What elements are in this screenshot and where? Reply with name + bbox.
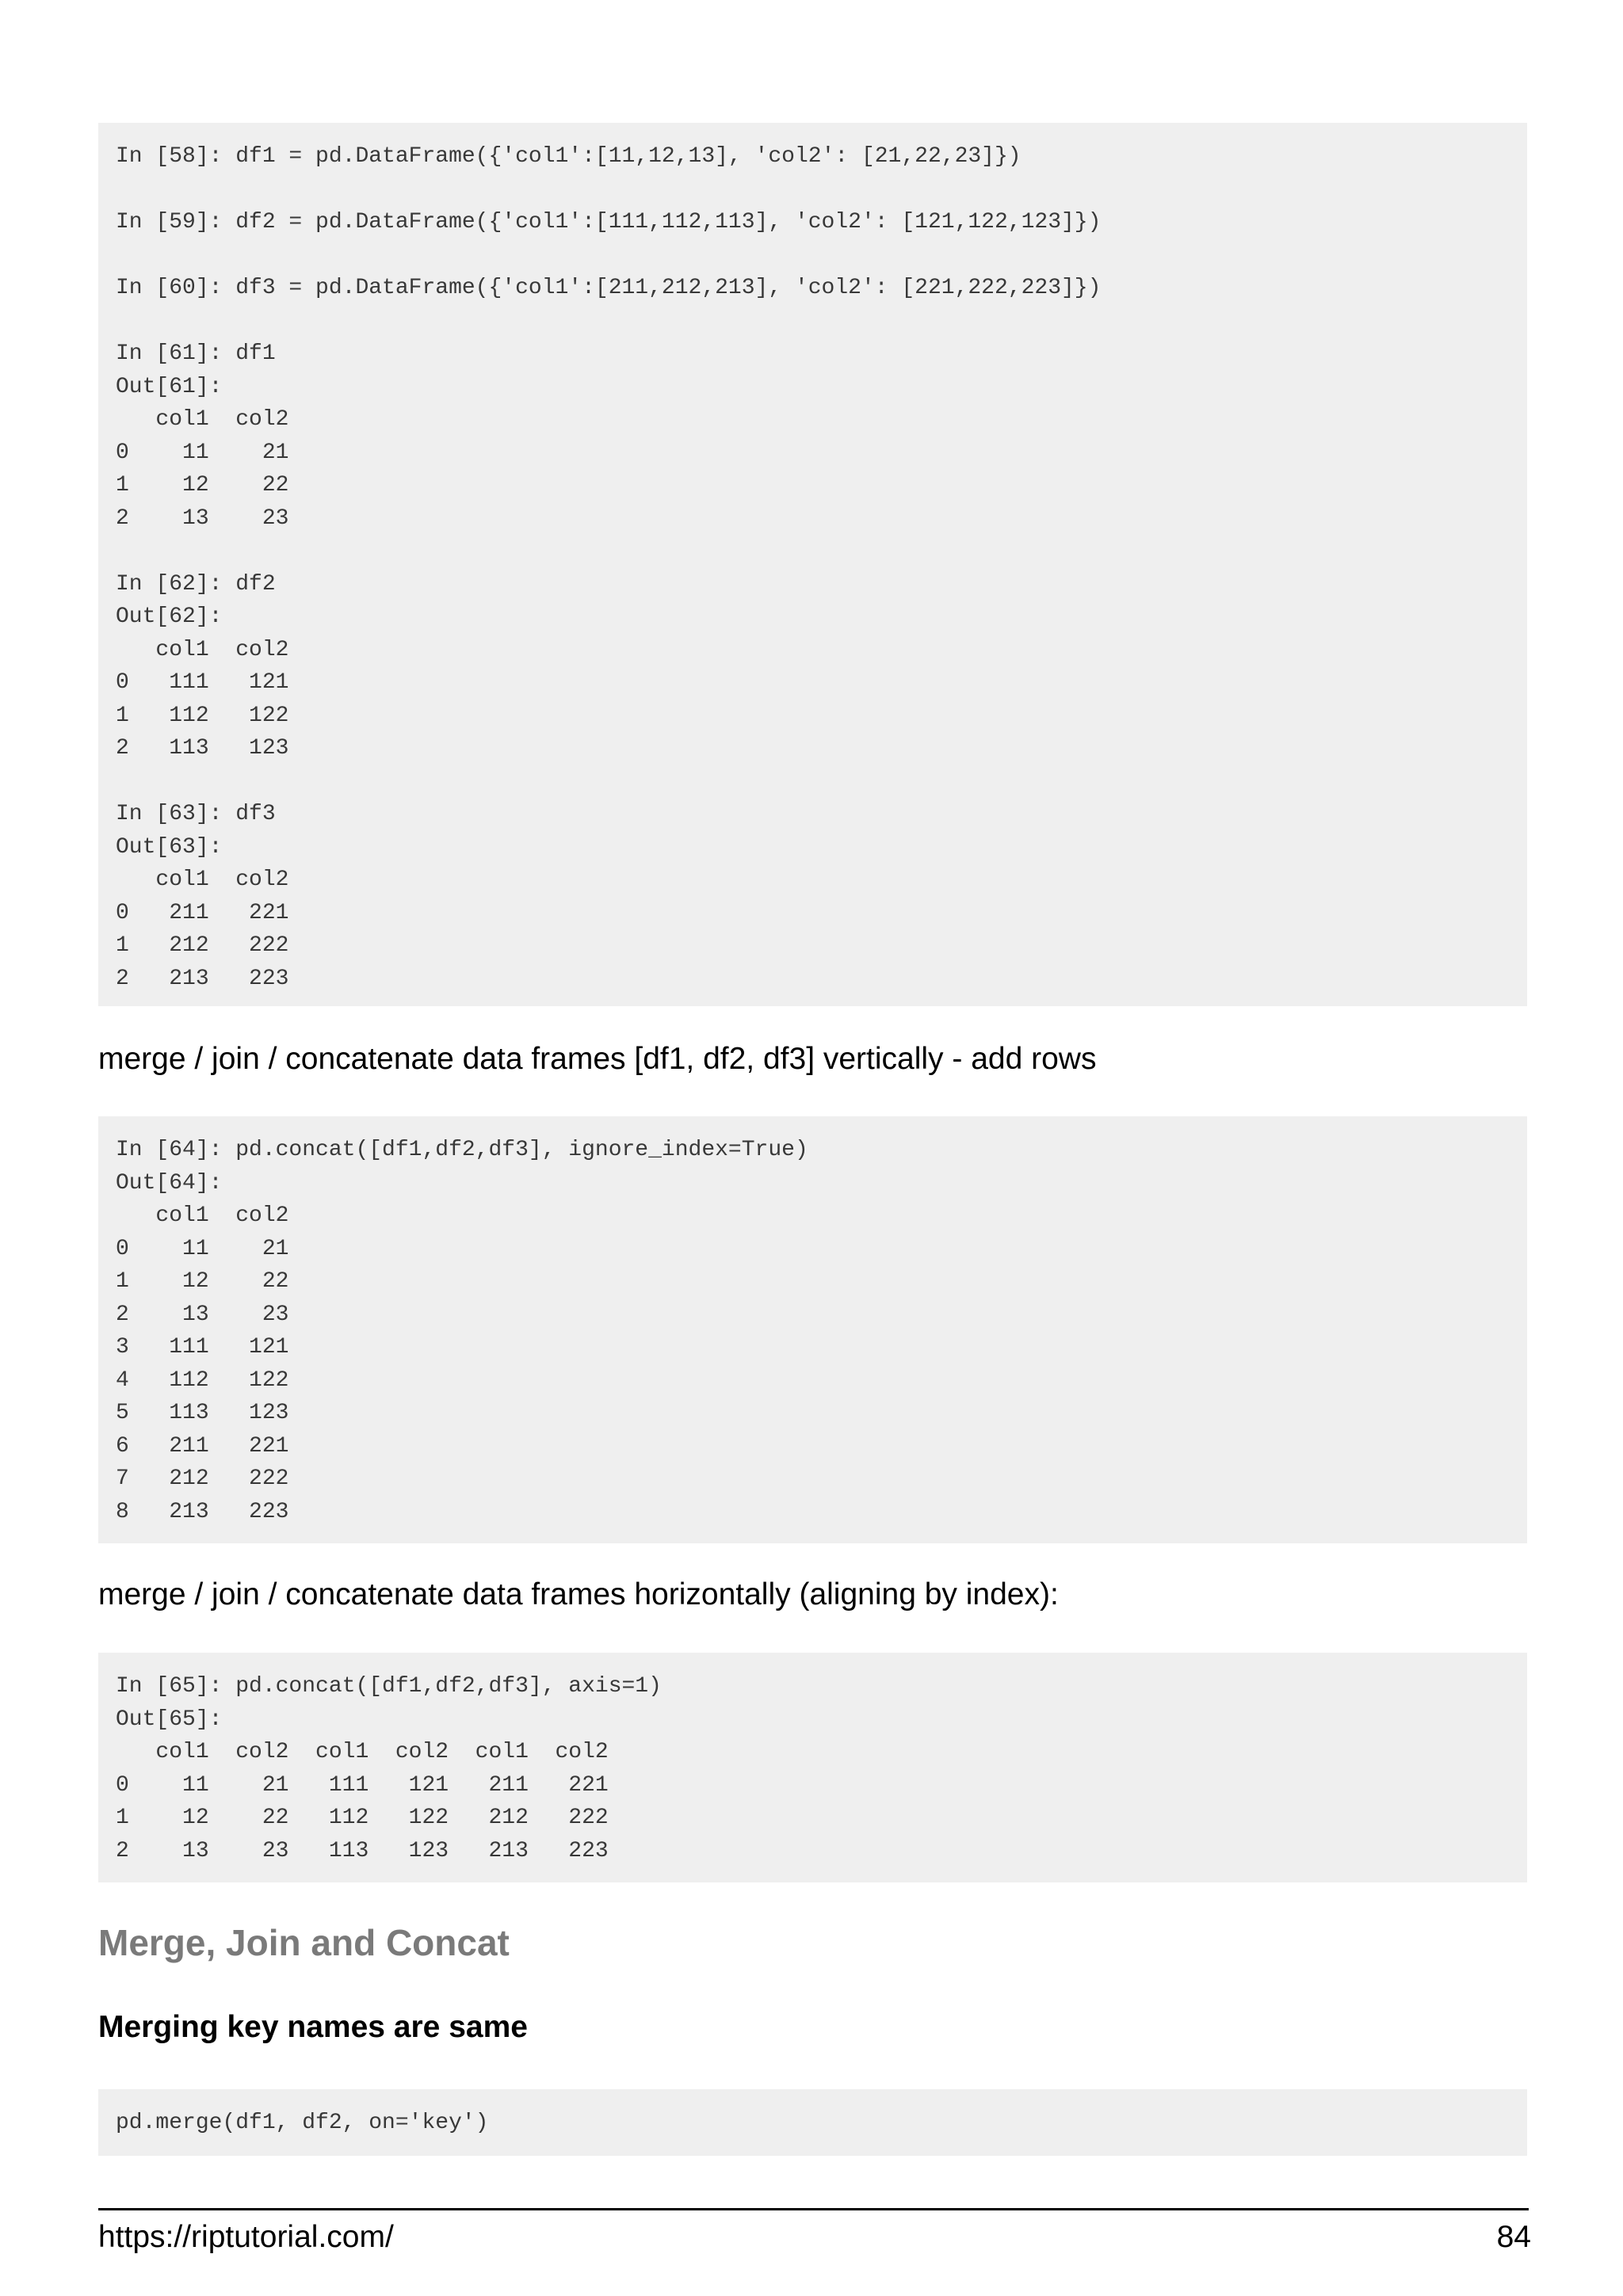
code-block-dataframes (98, 123, 1527, 1006)
code-text: In [64]: pd.concat([df1,df2,df3], ignore_index=True) Out[64]: col1 col2 0 11 21 1 12 22 2 13 23 3 111 121 4 112 122 5 113 123 6 211 221 7 212 222 8 213 223 (116, 1138, 808, 1524)
code-text: pd.merge(df1, df2, on='key') (116, 2111, 489, 2135)
code-text: In [65]: pd.concat([df1,df2,df3], axis=1) Out[65]: col1 col2 col1 col2 col1 col2 0 11 21 111 121 211 221 1 12 22 112 122 212 222 2 13 23 113 123 213 223 (116, 1674, 662, 1863)
paragraph-horizontal-concat: merge / join / concatenate data frames horizontally (aligning by index): (98, 1577, 1059, 1611)
code-block-concat-vertical (98, 1116, 1527, 1543)
code-block-merge (98, 2089, 1527, 2156)
paragraph-vertical-concat: merge / join / concatenate data frames [df1, df2, df3] vertically - add rows (98, 1042, 1097, 1076)
code-block-concat-horizontal (98, 1653, 1527, 1882)
code-text: In [58]: df1 = pd.DataFrame({'col1':[11,12,13], 'col2': [21,22,23]}) In [59]: df2 = pd.DataFrame({'col1':[111,112,113], 'col2': [121,122,123]}) In [60]: df3 = pd.DataFrame({'col1':[211,212,213], 'col2': [221,222,223]}) In [61]: df1 Out[61]: col1 col2 0 11 21 1 12 22 2 13 23 In [62]: df2 Out[62]: col1 col2 0 111 121 1 112 122 2 113 123 In [63]: df3 Out[63]: col1 col2 0 211 221 1 212 222 2 213 223 (116, 144, 1102, 991)
section-heading: Merge, Join and Concat (98, 1922, 510, 1963)
footer-url: https://riptutorial.com/ (98, 2220, 394, 2254)
subsection-heading: Merging key names are same (98, 2010, 528, 2044)
footer-divider (98, 2208, 1529, 2210)
page-number: 84 (1496, 2220, 1531, 2254)
